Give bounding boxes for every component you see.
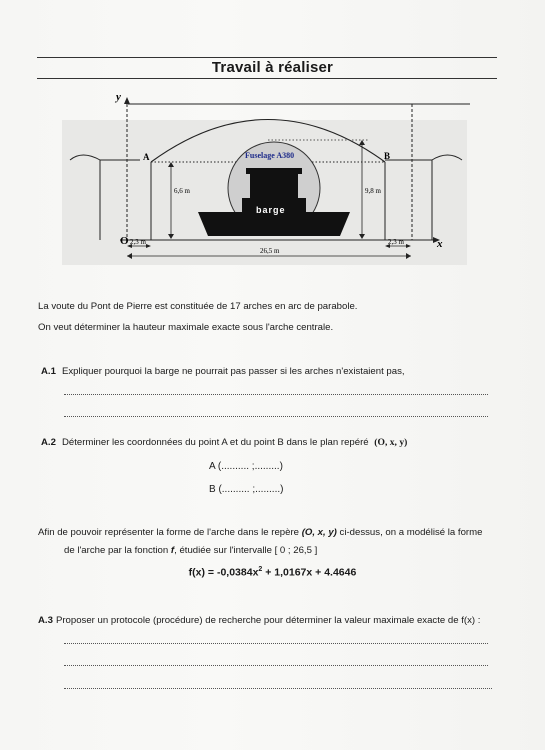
question-a1 bbox=[41, 366, 405, 378]
question-a2 bbox=[41, 437, 407, 449]
barge-label: barge bbox=[256, 205, 286, 215]
formula-lhs: f(x) = -0,0384x bbox=[188, 566, 259, 579]
question-a1-label: A.1 bbox=[41, 366, 56, 377]
model-line-1 bbox=[38, 527, 482, 539]
right-gap-label: 2,3 m bbox=[388, 238, 404, 246]
fuselage-label: Fuselage A380 bbox=[245, 151, 295, 160]
model-formula bbox=[0, 566, 545, 579]
model-line-2-start: de l'arche par la fonction bbox=[64, 545, 169, 556]
answer-a1-line-1[interactable] bbox=[64, 394, 488, 395]
y-axis-label: y bbox=[116, 91, 121, 103]
model-line-2 bbox=[64, 545, 317, 557]
left-height-label: 6,6 m bbox=[174, 187, 190, 195]
model-line-2-end: , étudiée sur l'intervalle [ 0 ; 26,5 ] bbox=[174, 545, 318, 556]
question-a2-text: Déterminer les coordonnées du point A et du point B dans le plan repéré bbox=[61, 437, 369, 448]
formula-rhs: + 1,0167x + 4.4646 bbox=[262, 566, 357, 579]
coord-a-input[interactable]: A (.......... ;.........) bbox=[209, 461, 283, 472]
question-a2-frame: (O, x, y) bbox=[374, 437, 408, 448]
question-a3-text: Proposer un protocole (procédure) de recherche pour déterminer la valeur maximale exacte de f(x) : bbox=[55, 615, 481, 626]
x-axis-label: x bbox=[437, 238, 443, 250]
intro-line-2: On veut déterminer la hauteur maximale exacte sous l'arche centrale. bbox=[38, 322, 334, 333]
question-a3 bbox=[38, 615, 480, 627]
question-a1-text: Expliquer pourquoi la barge ne pourrait pas passer si les arches n'existaient pas, bbox=[61, 366, 405, 377]
question-a3-label: A.3 bbox=[38, 615, 53, 626]
model-line-1-end: ci-dessus, on a modélisé la forme bbox=[339, 527, 483, 538]
origin-label: O bbox=[120, 235, 129, 247]
intro-line-1: La voute du Pont de Pierre est constituée de 17 arches en arc de parabole. bbox=[38, 301, 358, 312]
question-a2-label: A.2 bbox=[41, 437, 56, 448]
coord-b-input[interactable]: B (.......... ;.........) bbox=[209, 484, 284, 495]
answer-a3-line-3[interactable] bbox=[64, 688, 492, 689]
span-label: 26,5 m bbox=[260, 247, 280, 255]
answer-a1-line-2[interactable] bbox=[64, 416, 488, 417]
page-title: Travail à réaliser bbox=[211, 59, 334, 76]
barge-hull bbox=[198, 212, 350, 236]
bridge-diagram bbox=[0, 0, 545, 265]
point-a-label: A bbox=[143, 152, 150, 162]
formula-exponent: 2 bbox=[258, 566, 263, 573]
point-b-label: B bbox=[384, 151, 391, 161]
right-height-label: 9,8 m bbox=[365, 187, 381, 195]
model-line-1-frame: (O, x, y) bbox=[301, 527, 337, 538]
model-line-1-start: Afin de pouvoir représenter la forme de l'arche dans le repère bbox=[38, 527, 300, 538]
left-gap-label: 2,3 m bbox=[130, 238, 146, 246]
answer-a3-line-2[interactable] bbox=[64, 665, 488, 666]
model-function-name: f bbox=[170, 545, 175, 556]
answer-a3-line-1[interactable] bbox=[64, 643, 488, 644]
